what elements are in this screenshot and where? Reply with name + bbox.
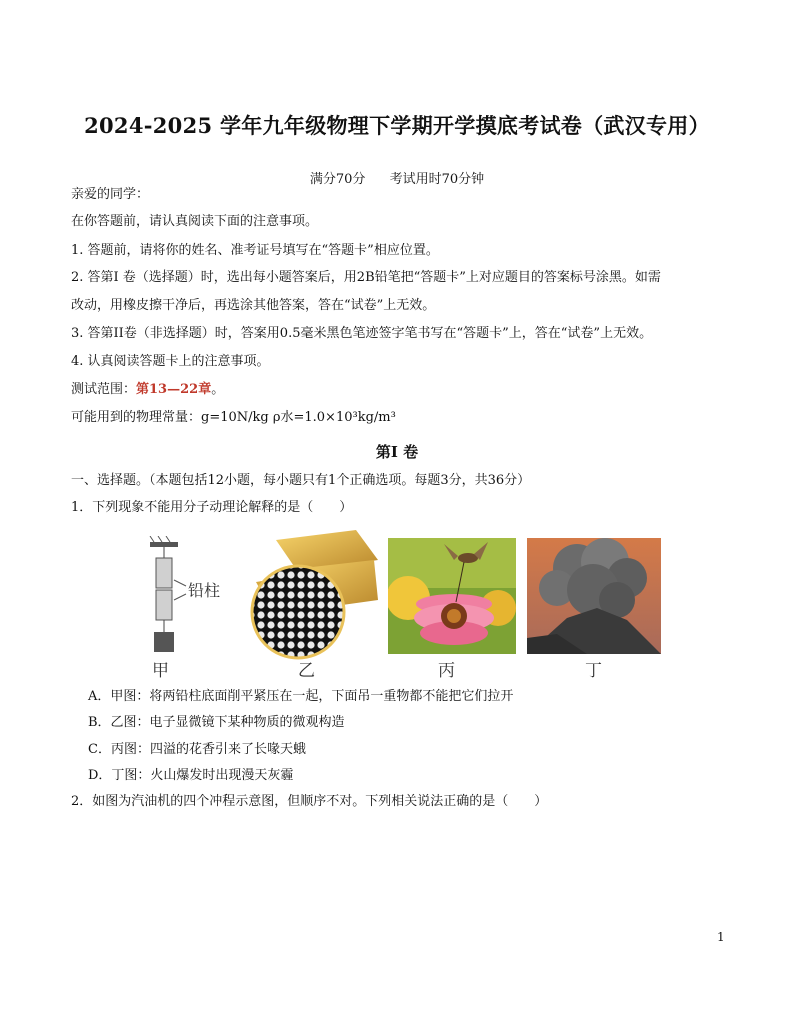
question-1-option-a: A．甲图：将两铅柱底面削平紧压在一起，下面吊一重物都不能把它们拉开 <box>88 689 514 704</box>
question-1-option-d: D．丁图：火山爆发时出现漫天灰霾 <box>88 768 294 783</box>
volcano-illustration <box>527 538 661 654</box>
gold-lattice-illustration <box>246 530 378 660</box>
score-info: 满分70分 <box>309 172 366 187</box>
figure-label-ding: 丁 <box>585 661 602 681</box>
figure-label-yi: 乙 <box>298 661 315 681</box>
figure-yi <box>246 530 378 660</box>
section-title: 第I 卷 <box>375 443 419 461</box>
test-range-value: 第13—22章 <box>136 382 212 397</box>
fig-jia-tag: 铅柱 <box>188 581 221 600</box>
figure-label-jia: 甲 <box>152 661 169 681</box>
section-instructions: 一、选择题。（本题包括12小题，每小题只有1个正确选项。每题3分，共36分） <box>71 473 531 488</box>
page-number: 1 <box>717 930 725 944</box>
test-range <box>71 381 224 399</box>
greeting: 亲爱的同学： <box>71 187 150 202</box>
page-title: 2024-2025 学年九年级物理下学期开学摸底考试卷（武汉专用） <box>84 113 710 138</box>
notice-item-1: 1. 答题前，请将你的姓名、准考证号填写在“答题卡”相应位置。 <box>71 243 439 258</box>
time-info: 考试用时70分钟 <box>389 172 485 187</box>
figure-bing <box>388 538 516 654</box>
notice-item-2a: 2. 答第I 卷（选择题）时，选出每小题答案后，用2B铅笔把“答题卡”上对应题目的答案标号涂黑。如需 <box>71 270 661 285</box>
figure-ding <box>527 538 661 654</box>
physical-constants: 可能用到的物理常量：g=10N/kg ρ水=1.0×10³kg/m³ <box>71 410 396 425</box>
question-1-option-b: B．乙图：电子显微镜下某种物质的微观构造 <box>88 715 345 730</box>
question-1-option-c: C．丙图：四溢的花香引来了长喙天蛾 <box>88 742 306 757</box>
notice-intro: 在你答题前，请认真阅读下面的注意事项。 <box>71 214 319 229</box>
figure-jia <box>146 536 246 676</box>
notice-item-4: 4. 认真阅读答题卡上的注意事项。 <box>71 354 270 369</box>
lead-cylinders-illustration <box>146 536 246 676</box>
question-1-stem: 1．下列现象不能用分子动理论解释的是（ ） <box>71 500 353 515</box>
figure-label-bing: 丙 <box>438 661 455 681</box>
test-range-end: 。 <box>211 382 225 397</box>
question-2-stem: 2．如图为汽油机的四个冲程示意图，但顺序不对。下列相关说法正确的是（ ） <box>71 794 548 809</box>
test-range-label: 测试范围： <box>71 382 137 397</box>
flower-moth-illustration <box>388 538 516 654</box>
exam-meta <box>0 168 794 187</box>
notice-item-2b: 改动，用橡皮擦干净后，再选涂其他答案，答在“试卷”上无效。 <box>71 298 436 313</box>
notice-item-3: 3. 答第II卷（非选择题）时，答案用0.5毫米黑色笔迹签字笔书写在“答题卡”上，答在“试卷”上无效。 <box>71 326 653 341</box>
